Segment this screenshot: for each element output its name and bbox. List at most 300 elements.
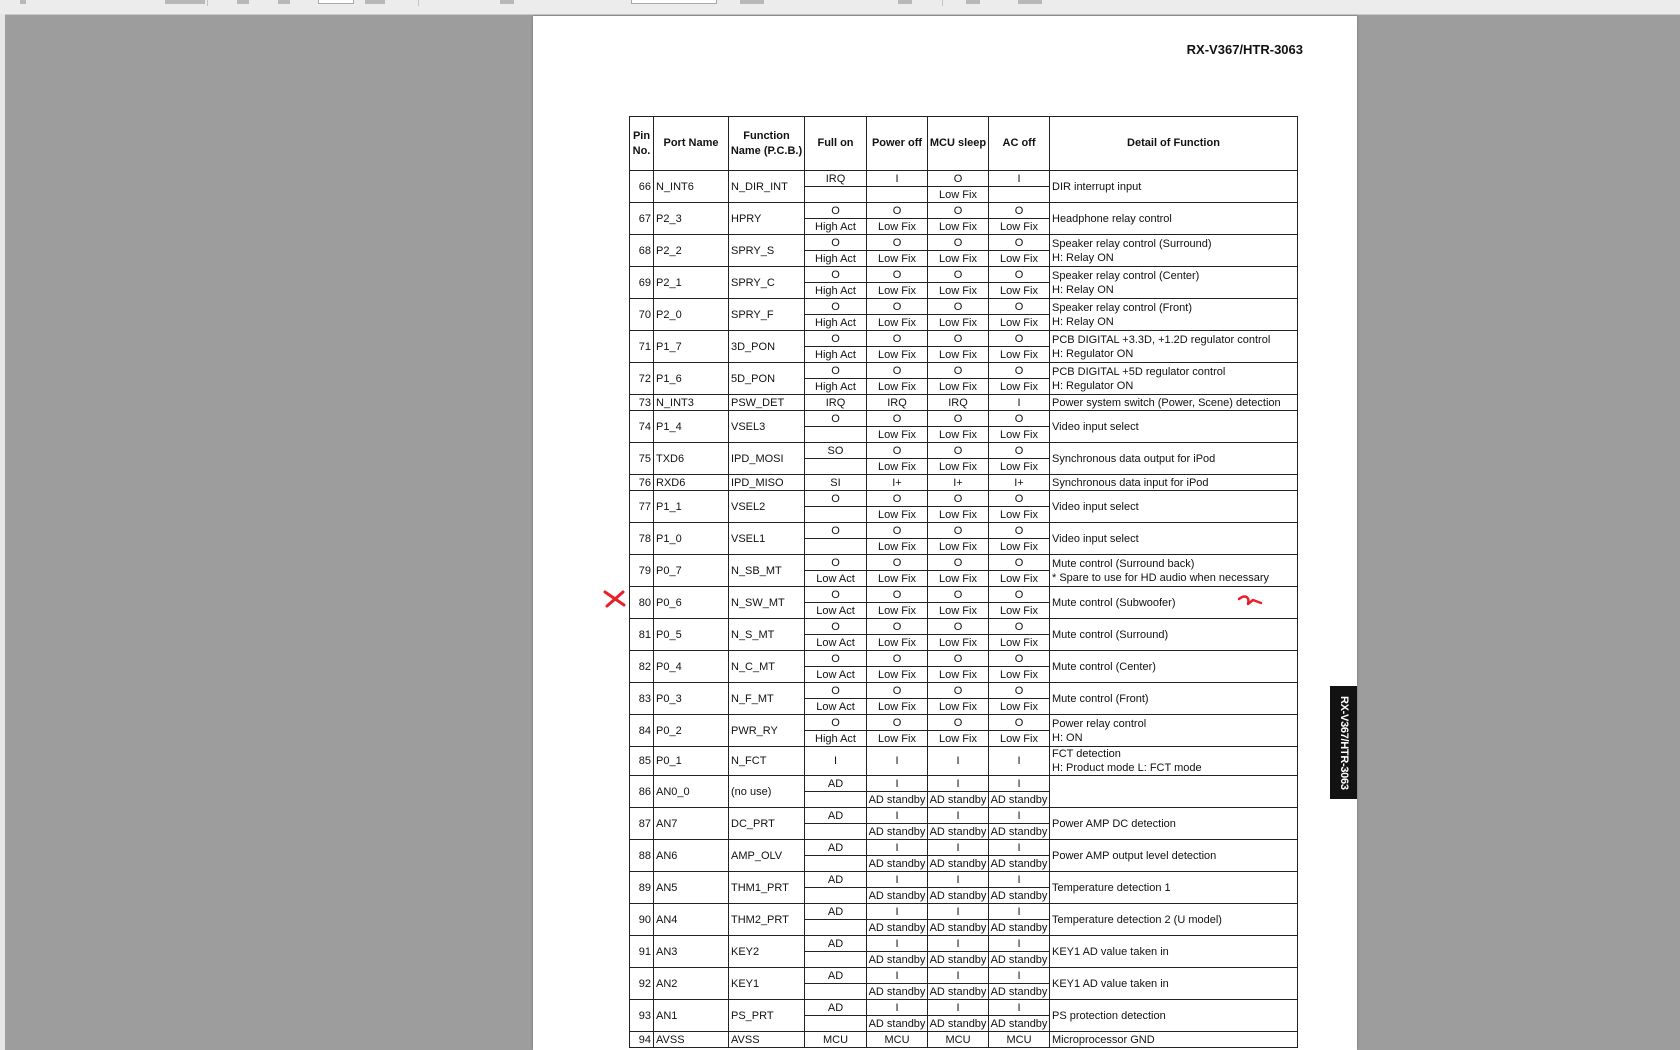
state-acoff: I [989,968,1050,984]
pin-number: 77 [630,491,654,523]
state-acoff-sub: AD standby [989,856,1050,872]
function-detail [1050,619,1298,651]
pin-number: 67 [630,203,654,235]
state-sleep-sub: Low Fix [928,731,989,747]
state-poff-sub: Low Fix [867,667,928,683]
state-sleep-sub: Low Fix [928,603,989,619]
state-sleep: O [928,715,989,731]
state-acoff: I [989,808,1050,824]
function-detail [1050,683,1298,715]
state-full-sub [805,920,867,936]
toolbar-button[interactable] [500,0,514,4]
state-acoff-sub: AD standby [989,824,1050,840]
state-sleep: MCU [928,1032,989,1048]
state-sleep: O [928,683,989,699]
state-poff-sub: Low Fix [867,699,928,715]
state-full: AD [805,872,867,888]
state-poff: O [867,331,928,347]
state-full: O [805,715,867,731]
red-check-mark [1237,591,1263,611]
function-name: IPD_MOSI [729,443,805,475]
state-full-sub [805,187,867,203]
port-name: P0_2 [654,715,729,747]
state-poff: O [867,267,928,283]
side-panel-edge [0,14,5,1050]
state-full-sub: Low Act [805,667,867,683]
function-name: SPRY_S [729,235,805,267]
port-name: P1_4 [654,411,729,443]
table-row [630,619,1298,635]
state-sleep: I [928,968,989,984]
pin-number: 81 [630,619,654,651]
state-sleep-sub: AD standby [928,920,989,936]
function-name: N_S_MT [729,619,805,651]
state-acoff: O [989,411,1050,427]
pin-number: 88 [630,840,654,872]
table-row [630,683,1298,699]
state-poff-sub: AD standby [867,952,928,968]
function-name: AMP_OLV [729,840,805,872]
state-full: O [805,523,867,539]
function-name: DC_PRT [729,808,805,840]
column-header: Function Name (P.C.B.) [729,117,805,171]
toolbar-button[interactable] [966,0,980,4]
pin-number: 85 [630,747,654,776]
state-full: O [805,587,867,603]
toolbar-separator [418,0,419,6]
state-full-sub: High Act [805,347,867,363]
state-sleep-sub: Low Fix [928,459,989,475]
function-name: VSEL2 [729,491,805,523]
port-name: P2_2 [654,235,729,267]
port-name: P2_1 [654,267,729,299]
detail-line: H: Relay ON [1052,315,1114,328]
table-row [630,203,1298,219]
detail-line: Headphone relay control [1052,212,1172,225]
pin-number: 87 [630,808,654,840]
state-acoff: O [989,331,1050,347]
pin-number: 82 [630,651,654,683]
state-poff: I [867,968,928,984]
state-full: SI [805,475,867,491]
state-poff: O [867,587,928,603]
red-x-mark [602,589,628,609]
state-sleep-sub: Low Fix [928,283,989,299]
port-name: P0_3 [654,683,729,715]
state-poff: I+ [867,475,928,491]
state-sleep-sub: AD standby [928,888,989,904]
state-acoff-sub: Low Fix [989,379,1050,395]
pin-number: 92 [630,968,654,1000]
state-sleep-sub: AD standby [928,792,989,808]
state-poff: O [867,363,928,379]
table-row [630,491,1298,507]
detail-line: Mute control (Center) [1052,660,1156,673]
state-full-sub: Low Act [805,635,867,651]
toolbar-button[interactable] [740,0,764,4]
function-name: N_FCT [729,747,805,776]
state-poff-sub: Low Fix [867,379,928,395]
table-header-row [630,117,1298,171]
function-detail [1050,475,1298,491]
pin-number: 68 [630,235,654,267]
detail-line: H: Regulator ON [1052,379,1134,392]
detail-line: Speaker relay control (Center) [1052,269,1200,282]
state-full: AD [805,808,867,824]
pin-number: 76 [630,475,654,491]
viewer-toolbar [0,0,1680,15]
function-detail [1050,555,1298,587]
state-acoff-sub: AD standby [989,952,1050,968]
function-name: PSW_DET [729,395,805,411]
state-full: AD [805,968,867,984]
function-detail [1050,747,1298,776]
state-full: O [805,331,867,347]
table-row [630,395,1298,411]
state-acoff: I [989,872,1050,888]
state-full-sub [805,1016,867,1032]
function-detail [1050,1000,1298,1032]
table-row [630,808,1298,824]
function-detail [1050,523,1298,555]
table-row [630,715,1298,731]
detail-line: KEY1 AD value taken in [1052,945,1169,958]
state-full-sub: High Act [805,219,867,235]
port-name: P1_7 [654,331,729,363]
state-full: AD [805,776,867,792]
state-poff: I [867,936,928,952]
port-name: P0_4 [654,651,729,683]
function-detail [1050,715,1298,747]
state-poff-sub: Low Fix [867,459,928,475]
side-tab-label: RX-V367/HTR-3063 [1330,686,1357,799]
detail-line: DIR interrupt input [1052,180,1142,193]
state-sleep-sub: AD standby [928,984,989,1000]
state-poff: I [867,171,928,187]
function-detail [1050,443,1298,475]
state-acoff: O [989,299,1050,315]
state-full-sub [805,984,867,1000]
function-name: N_SW_MT [729,587,805,619]
state-full-sub [805,459,867,475]
state-acoff: O [989,587,1050,603]
state-poff-sub: Low Fix [867,731,928,747]
state-full-sub [805,792,867,808]
column-header: Detail of Function [1050,117,1298,171]
function-detail [1050,203,1298,235]
table-row [630,555,1298,571]
table-row [630,475,1298,491]
detail-line: Power AMP DC detection [1052,817,1176,830]
port-name: AVSS [654,1032,729,1048]
table-row [630,411,1298,427]
state-poff-sub: Low Fix [867,251,928,267]
function-name: N_DIR_INT [729,171,805,203]
toolbar-button[interactable] [898,0,912,4]
state-poff-sub: AD standby [867,856,928,872]
column-header: Full on [805,117,867,171]
function-detail [1050,395,1298,411]
state-sleep-sub: Low Fix [928,427,989,443]
state-sleep: O [928,411,989,427]
page-header: RX-V367/HTR-3063 [1186,42,1303,57]
state-acoff: O [989,651,1050,667]
state-sleep-sub: AD standby [928,1016,989,1032]
state-full-sub: Low Act [805,603,867,619]
detail-line: Video input select [1052,500,1139,513]
detail-line: Speaker relay control (Surround) [1052,237,1212,250]
state-sleep-sub: Low Fix [928,187,989,203]
function-detail [1050,235,1298,267]
pin-number: 83 [630,683,654,715]
table-row [630,936,1298,952]
detail-line: Power relay control [1052,717,1147,730]
state-full: AD [805,904,867,920]
function-detail [1050,936,1298,968]
state-acoff-sub: Low Fix [989,731,1050,747]
pin-function-table [629,116,1298,1048]
toolbar-button[interactable] [365,0,385,4]
state-full-sub: High Act [805,251,867,267]
state-full: O [805,491,867,507]
table-row [630,267,1298,283]
table-row [630,747,1298,776]
state-poff: O [867,651,928,667]
state-sleep: O [928,587,989,603]
state-sleep: O [928,523,989,539]
page-number-input[interactable] [318,0,354,4]
table-row [630,363,1298,379]
port-name: AN7 [654,808,729,840]
port-name: P1_0 [654,523,729,555]
state-full: O [805,411,867,427]
state-poff-sub: Low Fix [867,507,928,523]
table-row [630,651,1298,667]
function-name: AVSS [729,1032,805,1048]
state-poff-sub: Low Fix [867,427,928,443]
state-full-sub: High Act [805,731,867,747]
state-acoff: O [989,555,1050,571]
table-row [630,840,1298,856]
table-row [630,1000,1298,1016]
port-name: AN1 [654,1000,729,1032]
table-row [630,171,1298,187]
state-poff: O [867,555,928,571]
function-name: KEY1 [729,968,805,1000]
function-name: 3D_PON [729,331,805,363]
state-poff: I [867,776,928,792]
pin-number: 89 [630,872,654,904]
state-full-sub: High Act [805,379,867,395]
state-full-sub: High Act [805,283,867,299]
state-acoff-sub: AD standby [989,984,1050,1000]
state-sleep: O [928,619,989,635]
state-acoff-sub: AD standby [989,1016,1050,1032]
state-poff: O [867,715,928,731]
state-sleep: I+ [928,475,989,491]
state-acoff-sub: Low Fix [989,571,1050,587]
state-acoff-sub: Low Fix [989,539,1050,555]
state-poff: I [867,808,928,824]
pin-number: 73 [630,395,654,411]
pin-number: 71 [630,331,654,363]
state-acoff: I [989,904,1050,920]
state-sleep-sub: Low Fix [928,315,989,331]
port-name: N_INT3 [654,395,729,411]
state-full: O [805,267,867,283]
port-name: P1_6 [654,363,729,395]
state-acoff: O [989,523,1050,539]
state-poff-sub: AD standby [867,984,928,1000]
state-sleep-sub: Low Fix [928,507,989,523]
state-poff-sub: AD standby [867,824,928,840]
function-detail [1050,363,1298,395]
pin-number: 93 [630,1000,654,1032]
state-sleep: I [928,936,989,952]
function-detail [1050,808,1298,840]
toolbar-button[interactable] [278,0,290,4]
state-sleep-sub: Low Fix [928,347,989,363]
state-poff-sub: Low Fix [867,635,928,651]
column-header: MCU sleep [928,117,989,171]
function-detail [1050,411,1298,443]
state-acoff: I+ [989,475,1050,491]
state-acoff: I [989,936,1050,952]
state-full: O [805,235,867,251]
table-row [630,235,1298,251]
state-sleep-sub: AD standby [928,856,989,872]
function-detail [1050,968,1298,1000]
pin-number: 69 [630,267,654,299]
function-detail [1050,776,1298,808]
state-full: IRQ [805,171,867,187]
function-name: 5D_PON [729,363,805,395]
table-row [630,904,1298,920]
state-sleep: I [928,747,989,776]
state-poff: O [867,299,928,315]
port-name: AN6 [654,840,729,872]
state-acoff: I [989,747,1050,776]
pin-number: 75 [630,443,654,475]
function-name: VSEL1 [729,523,805,555]
state-poff: I [867,1000,928,1016]
function-detail [1050,651,1298,683]
port-name: P0_1 [654,747,729,776]
state-acoff-sub [989,187,1050,203]
state-sleep: I [928,904,989,920]
toolbar-button[interactable] [1018,0,1042,4]
state-sleep-sub: Low Fix [928,699,989,715]
state-acoff: I [989,776,1050,792]
state-sleep: O [928,171,989,187]
state-sleep: I [928,776,989,792]
state-sleep: O [928,491,989,507]
toolbar-button[interactable] [237,0,249,4]
state-poff: I [867,840,928,856]
port-name: N_INT6 [654,171,729,203]
toolbar-separator [942,0,943,6]
state-full: O [805,651,867,667]
state-sleep-sub: Low Fix [928,571,989,587]
detail-line: Power system switch (Power, Scene) detection [1052,396,1281,409]
detail-line: H: Relay ON [1052,283,1114,296]
table-row [630,776,1298,792]
port-name: TXD6 [654,443,729,475]
state-acoff: O [989,267,1050,283]
state-poff-sub [867,187,928,203]
state-full-sub [805,888,867,904]
toolbar-button[interactable] [165,0,205,4]
function-name: IPD_MISO [729,475,805,491]
state-full: AD [805,840,867,856]
function-detail [1050,299,1298,331]
detail-line: H: Relay ON [1052,251,1114,264]
table-row [630,443,1298,459]
state-sleep-sub: AD standby [928,952,989,968]
toolbar-button[interactable] [20,0,26,4]
state-sleep: IRQ [928,395,989,411]
table-row [630,587,1298,603]
function-name: THM1_PRT [729,872,805,904]
pin-number: 91 [630,936,654,968]
port-name: P1_1 [654,491,729,523]
state-sleep-sub: AD standby [928,824,989,840]
column-header: Pin No. [630,117,654,171]
toolbar-separator [207,0,208,6]
function-detail [1050,872,1298,904]
state-full-sub: Low Act [805,699,867,715]
port-name: AN4 [654,904,729,936]
state-poff-sub: Low Fix [867,315,928,331]
detail-line: Mute control (Front) [1052,692,1149,705]
detail-line: KEY1 AD value taken in [1052,977,1169,990]
state-sleep: I [928,808,989,824]
state-poff: O [867,443,928,459]
state-acoff-sub: Low Fix [989,315,1050,331]
port-name: P0_5 [654,619,729,651]
state-full-sub [805,427,867,443]
state-poff: O [867,235,928,251]
pin-number: 86 [630,776,654,808]
function-name: N_C_MT [729,651,805,683]
table-row [630,872,1298,888]
state-poff-sub: Low Fix [867,219,928,235]
column-header: Port Name [654,117,729,171]
state-acoff: I [989,171,1050,187]
state-poff-sub: Low Fix [867,347,928,363]
port-name: AN5 [654,872,729,904]
state-acoff-sub: Low Fix [989,667,1050,683]
state-full: O [805,683,867,699]
zoom-select[interactable] [631,0,717,4]
state-sleep: O [928,331,989,347]
state-acoff-sub: AD standby [989,888,1050,904]
state-full: I [805,747,867,776]
state-acoff: O [989,235,1050,251]
state-full-sub [805,824,867,840]
detail-line: FCT detection [1052,748,1121,760]
state-poff-sub: Low Fix [867,283,928,299]
function-detail [1050,1032,1298,1048]
state-acoff-sub: Low Fix [989,283,1050,299]
state-poff: I [867,747,928,776]
function-name: N_F_MT [729,683,805,715]
state-sleep-sub: Low Fix [928,667,989,683]
table-row [630,523,1298,539]
detail-line: * Spare to use for HD audio when necessary [1052,571,1270,584]
state-acoff: MCU [989,1032,1050,1048]
state-poff-sub: AD standby [867,888,928,904]
